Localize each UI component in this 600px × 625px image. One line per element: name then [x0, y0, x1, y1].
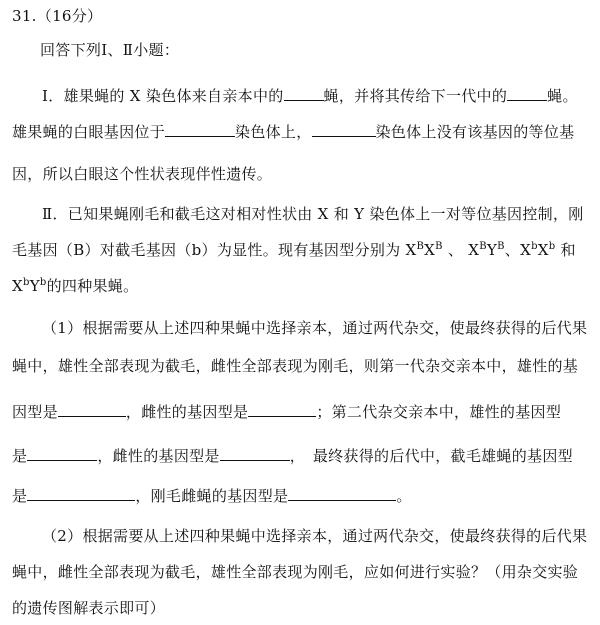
question-header: [12, 6, 102, 26]
part2-line3: $X^bY^b$的四种果蝇。: [12, 277, 139, 295]
answer-blank[interactable]: [284, 86, 324, 101]
question-score: （16分）: [36, 7, 103, 25]
answer-blank[interactable]: [58, 402, 126, 417]
part1-line1: Ⅰ．雄果蝇的 X 染色体来自亲本中的 蝇，并将其传给下一代中的 蝇。: [42, 87, 578, 105]
genotype-XBXB: $X^BX^B$: [405, 241, 443, 259]
answer-blank[interactable]: [27, 486, 135, 501]
q1-line4: 是 ，雌性的基因型是 ， 最终获得的后代中，截毛雄蝇的基因型: [12, 447, 573, 465]
answer-blank[interactable]: [312, 122, 376, 137]
answer-blank[interactable]: [248, 402, 316, 417]
q2-line3: 的遗传图解表示即可）: [12, 599, 166, 617]
q2-line2: 蝇中，雌性全部表现为截毛，雄性全部表现为刚毛，应如何进行实验？（用杂交实验: [12, 563, 579, 581]
answer-blank[interactable]: [288, 486, 396, 501]
genotype-XbYb: $X^bY^b$: [12, 277, 47, 295]
answer-blank[interactable]: [165, 122, 235, 137]
q2-line1: （2）根据需要从上述四种果蝇中选择亲本，通过两代杂交，使最终获得的后代果: [42, 527, 588, 545]
part2-line1: Ⅱ．已知果蝇刚毛和截毛这对相对性状由 X 和 Y 染色体上一对等位基因控制，刚: [42, 205, 584, 223]
q1-line2: 蝇中，雄性全部表现为截毛，雌性全部表现为刚毛，则第一代杂交亲本中，雄性的基: [12, 357, 579, 375]
answer-blank[interactable]: [507, 86, 547, 101]
genotype-XbXb: $X^bX^b$: [520, 241, 556, 259]
part1-line3: 因，所以白眼这个性状表现伴性遗传。: [12, 165, 273, 183]
question-intro: 回答下列Ⅰ、Ⅱ小题：: [40, 41, 180, 59]
genotype-XBYB: $X^BY^B$: [468, 241, 505, 259]
part2-line2: 毛基因（B）对截毛基因（b）为显性。现有基因型分别为 $X^BX^B$ 、 $X^BY^B$、$X^bX^b$ 和: [12, 241, 576, 259]
q1-line1: （1）根据需要从上述四种果蝇中选择亲本，通过两代杂交，使最终获得的后代果: [42, 319, 588, 337]
answer-blank[interactable]: [220, 446, 290, 461]
q1-line5: 是 ，刚毛雌蝇的基因型是 。: [12, 487, 412, 505]
question-number: 31.: [12, 7, 37, 25]
answer-blank[interactable]: [27, 446, 97, 461]
q1-line3: 因型是 ，雌性的基因型是 ；第二代杂交亲本中，雄性的基因型: [12, 403, 562, 421]
part1-line2: 雄果蝇的白眼基因位于 染色体上， 染色体上没有该基因的等位基: [12, 123, 575, 141]
